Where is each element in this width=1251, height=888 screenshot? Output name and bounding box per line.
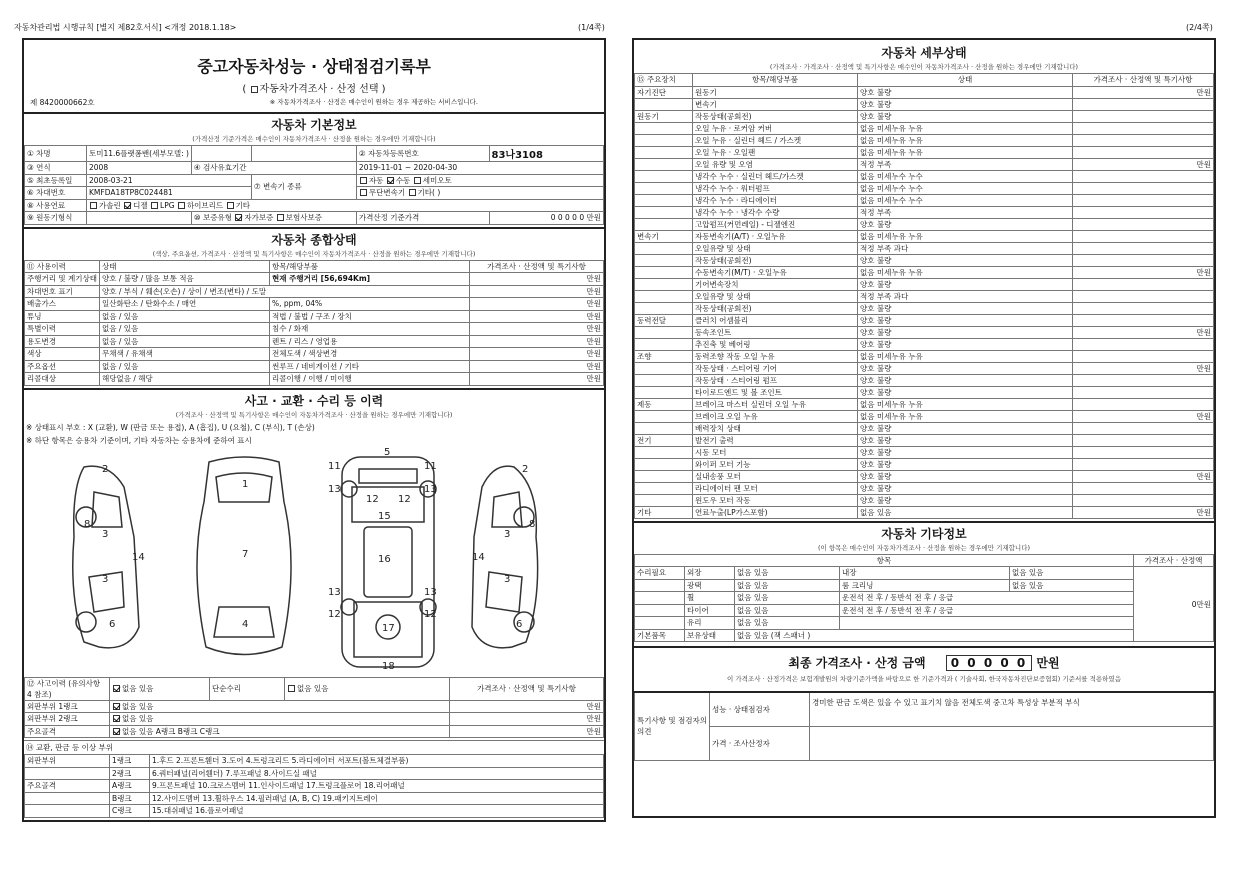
detail-row: 작동상태 · 스티어링 펌프 양호 불량 xyxy=(635,374,1214,386)
detail-row: 냉각수 누수 · 실린더 헤드/가스켓 없음 미세누수 누수 xyxy=(635,170,1214,182)
final-note: 이 가격조사 · 산정가격은 보험개발원의 차량기준가액을 바탕으로 한 기준가격과 ( 기술사회, 한국자동차진단보증협회) 기준서를 적용하였음 xyxy=(727,675,1121,683)
svg-text:12: 12 xyxy=(424,608,437,620)
rank-title: ⑭ 교환, 판금 등 이상 부위 xyxy=(24,740,604,754)
svg-text:12: 12 xyxy=(328,608,341,620)
document-number: 제 8420000662호 xyxy=(30,98,95,107)
form-reference: 자동차관리법 시행규칙 [별지 제82호서식] <개정 2018.1.18> xyxy=(14,23,237,32)
basic-info-title: 자동차 기본정보 xyxy=(24,112,604,133)
svg-text:8: 8 xyxy=(529,518,536,530)
svg-text:13: 13 xyxy=(424,586,437,598)
detail-row: 수동변속기(M/T) · 오일누유 없음 미세누유 누유 만원 xyxy=(635,266,1214,278)
basic-info-note: (가격산정 기준가격은 매수인이 자동차가격조사 · 산정을 원하는 경우에만 기재합니다) xyxy=(192,135,436,143)
vin: KMFDA18TP8C024481 xyxy=(87,187,252,200)
detail-row: 오일유량 및 상태 적정 부족 과다 xyxy=(635,242,1214,254)
car-outline-diagram xyxy=(24,447,604,677)
remarks-table: 특기사항 및 점검자의 의견 성능 · 상태점검자 경미한 판금 도색은 있을 수 있고 표기치 않음 전체도색 중고차 특성상 부분적 부식 가격 · 조사산정자 xyxy=(634,691,1214,761)
detail-row: 변속기 양호 불량 xyxy=(635,98,1214,110)
symbol-legend: ※ 상태표시 부호 : X (교환), W (판금 또는 용접), A (흠집), U (요철), C (부식), T (손상) xyxy=(26,422,315,432)
page-number-2: (2/4쪽) xyxy=(1186,23,1213,32)
svg-text:8: 8 xyxy=(84,518,91,530)
detail-row: 오일 누유 · 오일팬 없음 미세누유 누유 xyxy=(635,146,1214,158)
overall-note: (색상, 주요옵션, 가격조사 · 산정액 및 특기사항은 매수인이 자동차가격조사 · 산정을 원하는 경우에만 기재합니다) xyxy=(152,249,476,258)
svg-text:12: 12 xyxy=(398,493,411,505)
detail-row: 라디에이터 팬 모터 양호 불량 xyxy=(635,482,1214,494)
svg-text:3: 3 xyxy=(102,573,109,585)
detail-row: 오일 누유 · 실린더 헤드 / 가스켓 없음 미세누유 누유 xyxy=(635,134,1214,146)
detail-row: 고압펌프(커먼레일) - 디젤엔진 양호 불량 xyxy=(635,218,1214,230)
detail-row: 타이로드엔드 및 볼 조인트 양호 불량 xyxy=(635,386,1214,398)
svg-text:3: 3 xyxy=(504,573,511,585)
accident-note: (가격조사 · 산정액 및 특기사항은 매수인이 자동차가격조사 · 산정을 원하는 경우에만 기재합니다) xyxy=(175,410,453,419)
svg-text:2: 2 xyxy=(522,463,529,475)
overall-table: ⑪ 사용이력 상태 항목/해당부품 가격조사 · 산정액 및 특기사항 주행거리 및 계기상태 양호 / 불량 / 많음 보통 적음 현재 주행거리 [56,694Km] 만원 차대번호 표기 양호 / 부식 / 훼손(오손) / 상이 / 변조(변타) / 도말 만원 배출가스 일산화탄소 / 탄화수소 / 매연 %, ppm, 04% 만원 튜닝 없음 / 있음 적법 / 불법 / 구조 / 장치 만원 특별이력 없음 / 있음 침수 / 화재 만원 용도변경 없음 / 있음 렌트 / 리스 / 영업용 만원 색상 무채색 / 유채색 전체도색 / 색상변경 만원 주요옵션 없음 / 있음 썬루프 / 네비게이션 / 기타 만원 리콜대상 해당없음 / 해당 리콜이행 / 이행 / 미이행 만원 xyxy=(24,260,604,386)
detail-row: 전기 발전기 출력 양호 불량 xyxy=(635,434,1214,446)
detail-row: 기타 연료누출(LP가스포함) 없음 있음 만원 xyxy=(635,506,1214,518)
vehicle-diagram xyxy=(24,447,604,677)
detail-row: 기어변속장치 양호 불량 xyxy=(635,278,1214,290)
detail-row: 시동 모터 양호 불량 xyxy=(635,446,1214,458)
basic-info-table: ① 차명 토미11.6플랫폼밴(세부모델: ) ② 자동차등록번호 83나3108 ③ 연식 2008 ④ 검사유효기간 2019-11-01 ~ 2020-04-30 ⑤ 최초등록일 2008-03-21 ⑦ 변속기 종류 자동 수동 세미오토 ⑥ 차대번호 KMFDA18TP8C024481 무단변속기 기타( ) ⑧ 사용연료 가솔린 디젤 LPG 하이브리드 기타 ⑨ 원동기형식 ⑩ 보증유형 자가보증 보험사보증 가격산정 기준가격 0 0 0 0 0 만원 xyxy=(24,145,604,225)
final-price: 최종 가격조사 · 산정 금액 0 0 0 0 0 만원 xyxy=(634,646,1214,673)
page-1 xyxy=(22,38,606,822)
price-service-checkbox[interactable] xyxy=(251,86,258,93)
svg-text:13: 13 xyxy=(424,483,437,495)
svg-text:1: 1 xyxy=(242,478,249,490)
page-number-1: (1/4쪽) xyxy=(578,23,605,32)
svg-text:5: 5 xyxy=(384,446,391,458)
detail-row: 등속조인트 양호 불량 만원 xyxy=(635,326,1214,338)
detail-row: 오일 누유 · 로커암 커버 없음 미세누유 누유 xyxy=(635,122,1214,134)
svg-text:6: 6 xyxy=(516,618,523,630)
svg-text:15: 15 xyxy=(378,510,391,522)
detail-row: 동력전달 클러치 어셈블리 양호 불량 xyxy=(635,314,1214,326)
detail-row: 제동 브레이크 마스터 실린더 오일 누유 없음 미세누유 누유 xyxy=(635,398,1214,410)
svg-text:11: 11 xyxy=(424,460,437,472)
svg-text:6: 6 xyxy=(109,618,116,630)
detail-title: 자동차 세부상태 xyxy=(881,46,967,60)
detail-row: 냉각수 누수 · 워터펌프 없음 미세누수 누수 xyxy=(635,182,1214,194)
svg-text:2: 2 xyxy=(102,463,109,475)
etc-note: (이 항목은 매수인이 자동차가격조사 · 산정을 원하는 경우에만 기재합니다) xyxy=(817,543,1031,552)
detail-row: 냉각수 누수 · 라디에이터 없음 미세누수 누수 xyxy=(635,194,1214,206)
detail-row: 배력장치 상태 양호 불량 xyxy=(635,422,1214,434)
first-registration: 2008-03-21 xyxy=(87,174,252,187)
form-title: 중고자동차성능 · 상태점검기록부 xyxy=(197,57,431,76)
detail-row: 변속기 자동변속기(A/T) · 오일누유 없음 미세누유 누유 xyxy=(635,230,1214,242)
base-price: 0 0 0 0 0 만원 xyxy=(489,212,604,225)
svg-text:12: 12 xyxy=(366,493,379,505)
odometer: 현재 주행거리 [56,694Km] xyxy=(269,273,469,286)
detail-row: 추진축 및 베어링 양호 불량 xyxy=(635,338,1214,350)
svg-text:11: 11 xyxy=(328,460,341,472)
fuel-options: 가솔린 디젤 LPG 하이브리드 기타 xyxy=(87,199,604,212)
svg-text:3: 3 xyxy=(102,528,109,540)
model-year: 2008 xyxy=(87,162,192,175)
detail-row: 원동기 작동상태(공회전) 양호 불량 xyxy=(635,110,1214,122)
detail-row: 브레이크 오일 누유 없음 미세누유 누유 만원 xyxy=(635,410,1214,422)
detail-row: 작동상태(공회전) 양호 불량 xyxy=(635,302,1214,314)
svg-text:17: 17 xyxy=(382,622,395,634)
final-price-value: 0 0 0 0 0 xyxy=(946,655,1032,671)
detail-row: 조향 동력조향 작동 오일 누유 없음 미세누유 누유 xyxy=(635,350,1214,362)
accident-title: 사고 · 교환 · 수리 등 이력 xyxy=(24,388,604,409)
detail-row: 실내송풍 모터 양호 불량 만원 xyxy=(635,470,1214,482)
inspection-validity: 2019-11-01 ~ 2020-04-30 xyxy=(356,162,603,175)
etc-table: 항목 가격조사 · 산정액 수리필요 외장 없음 있음 내장 없음 있음 0만원 광택 없음 있음 룸 크리닝 없음 있음 휠 없음 있음 운전석 전 후 / 동반석 전 후 / 응급 타이어 없음 있음 운전석 전 후 / 동반석 전 후 / 응급 유리 없음 있음 기본품목 보유상태 없음 있음 (잭 스패너 ) xyxy=(634,554,1214,643)
svg-text:3: 3 xyxy=(504,528,511,540)
detail-table: ⑮ 주요장치 항목/해당부품 상태 가격조사 · 산정액 및 특기사항 자기진단 원동기 양호 불량 만원 변속기 양호 불량 원동기 작동상태(공회전) 양호 불량 오일 누유 · 로커암 커버 없음 미세누유 누유 오일 누유 · 실린더 헤드 / 가스켓 없음 미세누유 누유 오일 누유 · 오일팬 없음 미세누유 누유 오일 유량 및 오염 적정 부족 만원 냉각수 누수 · 실린더 헤드/가스켓 없음 미세누수 누수 냉각수 누수 · 워터펌프 없음 미세누수 누수 냉각수 누수 · 라디에이터 없음 미세누수 누수 냉각수 누수 · 냉각수 수량 적정 부족 고압펌프(커먼레일) - 디젤엔진 양호 불량 변속기 자동변속기(A/T) · 오일누유 없음 미세누유 누유 오일유량 및 상태 적정 부족 과다 작동상태(공회전) 양호 불량 수동변속기(M/T) · 오일누유 없음 미세누유 누유 만원 기어변속장치 양호 불량 오일유량 및 상태 적정 부족 과다 작동상태(공회전) 양호 불량 동력전달 클러치 어셈블리 양호 불량 등속조인트 양호 불량 만원 추진축 및 베어링 양호 불량 조향 동력조향 작동 오일 누유 없음 미세누유 누유 작동상태 · 스티어링 기어 양호 불량 만원 작동상태 · 스티어링 펌프 양호 불량 타이로드엔드 및 볼 조인트 양호 불량 제동 브레이크 마스터 실린더 오일 누유 없음 미세누유 누유 브레이크 오일 누유 없음 미세누유 누유 만원 배력장치 상태 양호 불량 전기 발전기 출력 양호 불량 시동 모터 양호 불량 와이퍼 모터 기능 양호 불량 실내송풍 모터 양호 불량 만원 라디에이터 팬 모터 양호 불량 윈도우 모터 작동 양호 불량 기타 연료누출(LP가스포함) 없음 있음 만원 xyxy=(634,73,1214,519)
detail-row: 작동상태(공회전) 양호 불량 xyxy=(635,254,1214,266)
svg-text:16: 16 xyxy=(378,553,391,565)
page-2 xyxy=(632,38,1216,818)
vehicle-name: 토미11.6플랫폼밴(세부모델: ) xyxy=(87,146,192,162)
svg-text:13: 13 xyxy=(328,483,341,495)
svg-text:14: 14 xyxy=(472,551,485,563)
svg-text:18: 18 xyxy=(382,660,395,672)
svg-text:13: 13 xyxy=(328,586,341,598)
etc-title: 자동차 기타정보 xyxy=(634,521,1214,542)
inspector-opinion: 경미한 판금 도색은 있을 수 있고 표기치 않음 전체도색 중고차 특성상 부분적 부식 xyxy=(810,692,1214,726)
detail-row: 작동상태 · 스티어링 기어 양호 불량 만원 xyxy=(635,362,1214,374)
detail-note: (가격조사 · 가격조사 · 산정액 및 특기사항은 매수인이 자동차가격조사 · 산정을 원하는 경우에만 기재합니다) xyxy=(769,63,1079,71)
transmission-options: 자동 수동 세미오토 xyxy=(356,174,603,187)
rank-table: 외판부위 1랭크 1.후드 2.프론트휀더 3.도어 4.트렁크리드 5.라디에이터 서포트(볼트체결부품) 2랭크 6.쿼터패널(리어휀더) 7.루프패널 8.사이드실 패널 주요골격 A랭크 9.프론트패널 10.크로스멤버 11.인사이드패널 17.트렁크플로어 18.리어패널 B랭크 12.사이드멤버 13.휠하우스 14.필러패널 (A, B, C) 19.패키지트레이 C랭크 15.대쉬패널 16.플로어패널 xyxy=(24,754,604,818)
overall-title: 자동차 종합상태 xyxy=(24,227,604,248)
detail-row: 오일 유량 및 오염 적정 부족 만원 xyxy=(635,158,1214,170)
detail-row: 냉각수 누수 · 냉각수 수량 적정 부족 xyxy=(635,206,1214,218)
detail-row: 자기진단 원동기 양호 불량 만원 xyxy=(635,86,1214,98)
detail-row: 윈도우 모터 작동 양호 불량 xyxy=(635,494,1214,506)
detail-row: 와이퍼 모터 기능 양호 불량 xyxy=(635,458,1214,470)
detail-row: 오일유량 및 상태 적정 부족 과다 xyxy=(635,290,1214,302)
form-subtitle: ( 자동차가격조사 · 산정 선택 ) xyxy=(242,84,386,95)
svg-text:4: 4 xyxy=(242,618,249,630)
accident-table: ⑫ 사고이력 (유의사항 4 참조) 없음 있음 단순수리 없음 있음 가격조사 · 산정액 및 특기사항 외판부위 1랭크 없음 있음 만원 외판부위 2랭크 없음 있음 만원 주요골격 없음 있음 A랭크 B랭크 C랭크 만원 xyxy=(24,677,604,739)
svg-text:14: 14 xyxy=(132,551,145,563)
plate-number: 83나3108 xyxy=(489,146,604,162)
passenger-note: ※ 하단 항목은 승용차 기준이며, 기타 자동차는 승용차에 준하여 표시 xyxy=(26,435,252,445)
etc-price: 0만원 xyxy=(1134,567,1214,642)
svg-text:7: 7 xyxy=(242,548,249,560)
service-note: ※ 자동차가격조사 · 산정은 매수인이 원하는 경우 제공하는 서비스입니다. xyxy=(269,98,478,106)
